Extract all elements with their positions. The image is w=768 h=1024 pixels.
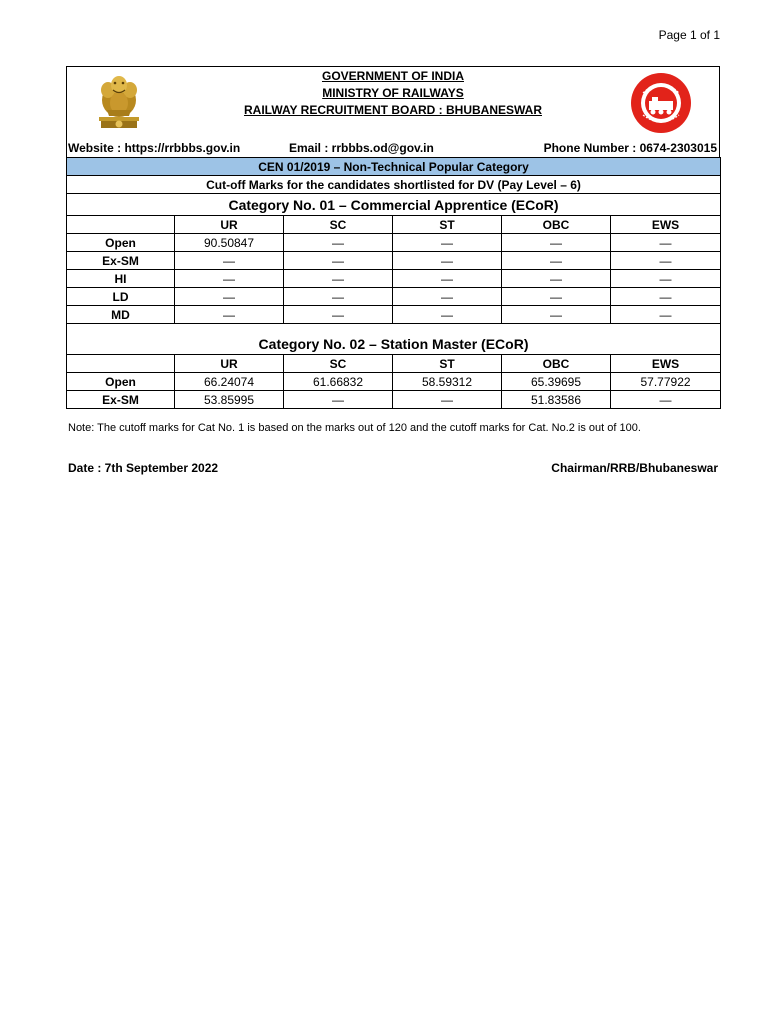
table-cell: —	[284, 252, 393, 270]
row-label: Ex-SM	[67, 252, 175, 270]
table-cell: 53.85995	[175, 391, 284, 409]
table-cell: —	[502, 252, 611, 270]
indian-railways-logo-icon	[629, 71, 693, 135]
table-cell: —	[175, 288, 284, 306]
column-header: OBC	[502, 355, 611, 373]
header-line-ministry: MINISTRY OF RAILWAYS	[322, 86, 464, 100]
row-label: HI	[67, 270, 175, 288]
row-label: Ex-SM	[67, 391, 175, 409]
column-header: ST	[393, 216, 502, 234]
table-cell: —	[393, 391, 502, 409]
table-cell: —	[284, 234, 393, 252]
page-number: Page 1 of 1	[658, 28, 720, 42]
issue-date: Date : 7th September 2022	[68, 461, 219, 475]
table-row	[67, 270, 721, 288]
table-cell: —	[175, 306, 284, 324]
header-line-board: RAILWAY RECRUITMENT BOARD : BHUBANESWAR	[243, 103, 542, 117]
table-cell: —	[175, 252, 284, 270]
column-header: SC	[284, 216, 393, 234]
table-cell: —	[393, 270, 502, 288]
table-row	[67, 288, 721, 306]
table-cell: —	[502, 288, 611, 306]
table-cell: —	[502, 306, 611, 324]
table-cell: 58.59312	[393, 373, 502, 391]
table-cell: —	[611, 270, 721, 288]
phone-text: Phone Number : 0674-2303015	[543, 141, 717, 155]
signatory: Chairman/RRB/Bhubaneswar	[551, 461, 718, 475]
spacer-cell	[67, 324, 721, 334]
column-header: EWS	[611, 216, 721, 234]
column-header: OBC	[502, 216, 611, 234]
website-text: Website : https://rrbbbs.gov.in	[68, 141, 241, 155]
category-2-column-headers	[67, 355, 721, 373]
row-label: Open	[67, 234, 175, 252]
category-2-title: Category No. 02 – Station Master (ECoR)	[67, 333, 721, 355]
table-row	[67, 252, 721, 270]
table-cell: —	[611, 234, 721, 252]
column-header: UR	[175, 216, 284, 234]
column-header: EWS	[611, 355, 721, 373]
table-cell: 51.83586	[502, 391, 611, 409]
row-label: Open	[67, 373, 175, 391]
column-header: ST	[393, 355, 502, 373]
subtitle-row	[67, 176, 721, 194]
row-label: LD	[67, 288, 175, 306]
table-cell: —	[611, 288, 721, 306]
table-cell: —	[502, 234, 611, 252]
table-cell: —	[284, 288, 393, 306]
table-row	[67, 306, 721, 324]
category-1-title-row	[67, 194, 721, 216]
table-cell: —	[393, 306, 502, 324]
category-2-title-row	[67, 333, 721, 355]
contact-bar	[66, 139, 720, 157]
table-row	[67, 373, 721, 391]
table-cell: —	[611, 252, 721, 270]
table-cell: —	[393, 234, 502, 252]
category-1-title: Category No. 01 – Commercial Apprentice (ECoR)	[67, 194, 721, 216]
row-label: MD	[67, 306, 175, 324]
table-cell: —	[284, 306, 393, 324]
email-text: Email : rrbbbs.od@gov.in	[289, 141, 434, 155]
table-row	[67, 391, 721, 409]
table-row	[67, 234, 721, 252]
table-cell: —	[393, 252, 502, 270]
table-cell: 90.50847	[175, 234, 284, 252]
table-cell: —	[611, 391, 721, 409]
table-subtitle: Cut-off Marks for the candidates shortlisted for DV (Pay Level – 6)	[67, 176, 721, 194]
cen-title: CEN 01/2019 – Non-Technical Popular Category	[67, 158, 721, 176]
header-titles	[67, 68, 719, 119]
letterhead	[66, 66, 720, 139]
table-cell: —	[284, 270, 393, 288]
table-spacer	[67, 324, 721, 334]
footnote: Note: The cutoff marks for Cat No. 1 is based on the marks out of 120 and the cutoff marks for Cat. No.2 is out of 100.	[68, 422, 641, 434]
table-cell: —	[611, 306, 721, 324]
table-cell: —	[175, 270, 284, 288]
table-cell: —	[502, 270, 611, 288]
header-line-government: GOVERNMENT OF INDIA	[321, 69, 464, 83]
table-cell: —	[393, 288, 502, 306]
category-1-column-headers	[67, 216, 721, 234]
cutoff-document	[66, 66, 720, 409]
table-cell: 57.77922	[611, 373, 721, 391]
table-cell: —	[284, 391, 393, 409]
table-cell: 61.66832	[284, 373, 393, 391]
cutoff-table	[66, 157, 721, 409]
cen-title-row	[67, 158, 721, 176]
column-header: SC	[284, 355, 393, 373]
table-cell: 65.39695	[502, 373, 611, 391]
column-header-blank	[67, 216, 175, 234]
table-cell: 66.24074	[175, 373, 284, 391]
column-header: UR	[175, 355, 284, 373]
column-header-blank	[67, 355, 175, 373]
